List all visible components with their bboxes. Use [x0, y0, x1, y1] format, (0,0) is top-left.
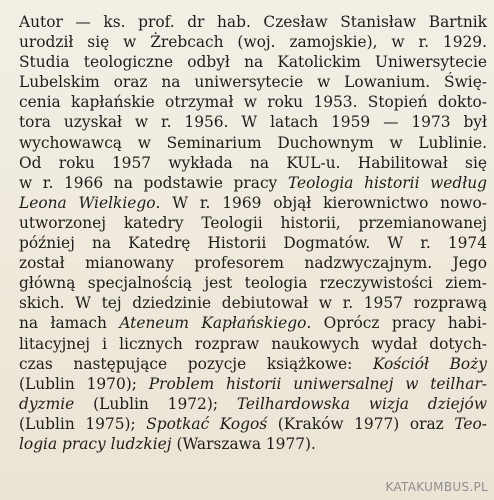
italic-title-segment: logia pracy ludzkiej: [19, 434, 172, 453]
italic-title-segment: Spotkać Kogoś: [146, 414, 268, 433]
author-biography-paragraph: [19, 12, 487, 454]
text-line: [19, 173, 487, 193]
text-segment: (Kraków 1977) oraz: [267, 414, 455, 433]
text-segment: został mianowany profesorem nadzwyczajnym. Jego: [19, 254, 487, 273]
text-segment: Studia teologiczne odbył na Katolickim Uniwersytecie: [19, 53, 487, 72]
text-line: [19, 253, 487, 273]
italic-title-segment: Ateneum Kapłańskiego: [119, 314, 307, 333]
text-segment: tora uzyskał w r. 1956. W latach 1959 — 1973 był: [19, 113, 487, 132]
text-line: [19, 72, 487, 92]
text-segment: (Lublin 1970);: [19, 374, 149, 393]
text-segment: (Lublin 1972);: [74, 394, 237, 413]
text-segment: skich. W tej dziedzinie debiutował w r. 1957 rozprawą: [19, 294, 487, 313]
text-segment: urodził się w Żrebcach (woj. zamojskie), w r. 1929.: [19, 33, 487, 52]
text-segment: na łamach: [19, 314, 120, 333]
italic-title-segment: Teilhardowska wizja dziejów: [236, 394, 487, 413]
text-line: [19, 374, 487, 394]
text-segment: (Lublin 1975);: [19, 414, 147, 433]
text-segment: . W r. 1969 objął kierownictwo nowo-: [155, 193, 487, 212]
text-line: [19, 313, 487, 333]
text-line: [19, 233, 487, 253]
text-line: [19, 273, 487, 293]
text-line: [19, 112, 487, 132]
italic-title-segment: Teo-: [454, 414, 488, 433]
text-line: [19, 334, 487, 354]
text-line: [19, 193, 487, 213]
text-segment: Od roku 1957 wykłada na KUL-u. Habilitował się: [19, 153, 487, 172]
italic-title-segment: dyzmie: [19, 394, 75, 413]
text-segment: cenia kapłańskie otrzymał w roku 1953. Stopień dokto-: [19, 93, 487, 112]
text-segment: litacyjnej i licznych rozpraw naukowych wydał dotych-: [19, 334, 487, 353]
text-segment: później na Katedrę Historii Dogmatów. W r. 1974: [19, 234, 487, 253]
text-line: [19, 153, 487, 173]
text-line: [19, 12, 487, 32]
text-line: [19, 213, 487, 233]
text-segment: (Warszawa 1977).: [171, 434, 316, 453]
text-line: [19, 92, 487, 112]
watermark: KATAKUMBUS.PL: [385, 480, 488, 494]
text-line: [19, 354, 487, 374]
text-line: [19, 293, 487, 313]
italic-title-segment: Problem historii uniwersalnej w teilhar-: [148, 374, 487, 393]
text-line: [19, 32, 487, 52]
text-segment: utworzonej katedry Teologii historii, przemianowanej: [19, 213, 487, 232]
text-segment: . Oprócz pracy habi-: [306, 314, 487, 333]
text-segment: w r. 1966 na podstawie pracy: [19, 173, 288, 192]
italic-title-segment: Teologia historii według: [287, 173, 487, 192]
text-segment: czas następujące pozycje książkowe:: [19, 354, 373, 373]
text-line: [19, 394, 487, 414]
text-line: [19, 52, 487, 72]
italic-title-segment: Kościół Boży: [372, 354, 487, 373]
text-segment: Lubelskim oraz na uniwersytecie w Lowanium. Świę-: [19, 73, 487, 92]
text-line: [19, 414, 487, 434]
text-segment: wychowawcą w Seminarium Duchownym w Lublinie.: [19, 133, 487, 152]
text-line: [19, 434, 487, 454]
text-segment: Autor — ks. prof. dr hab. Czesław Stanisław Bartnik: [19, 13, 487, 31]
text-line: [19, 133, 487, 153]
text-segment: główną specjalnością jest teologia rzeczywistości ziem-: [19, 274, 487, 293]
italic-title-segment: Leona Wielkiego: [19, 193, 156, 212]
